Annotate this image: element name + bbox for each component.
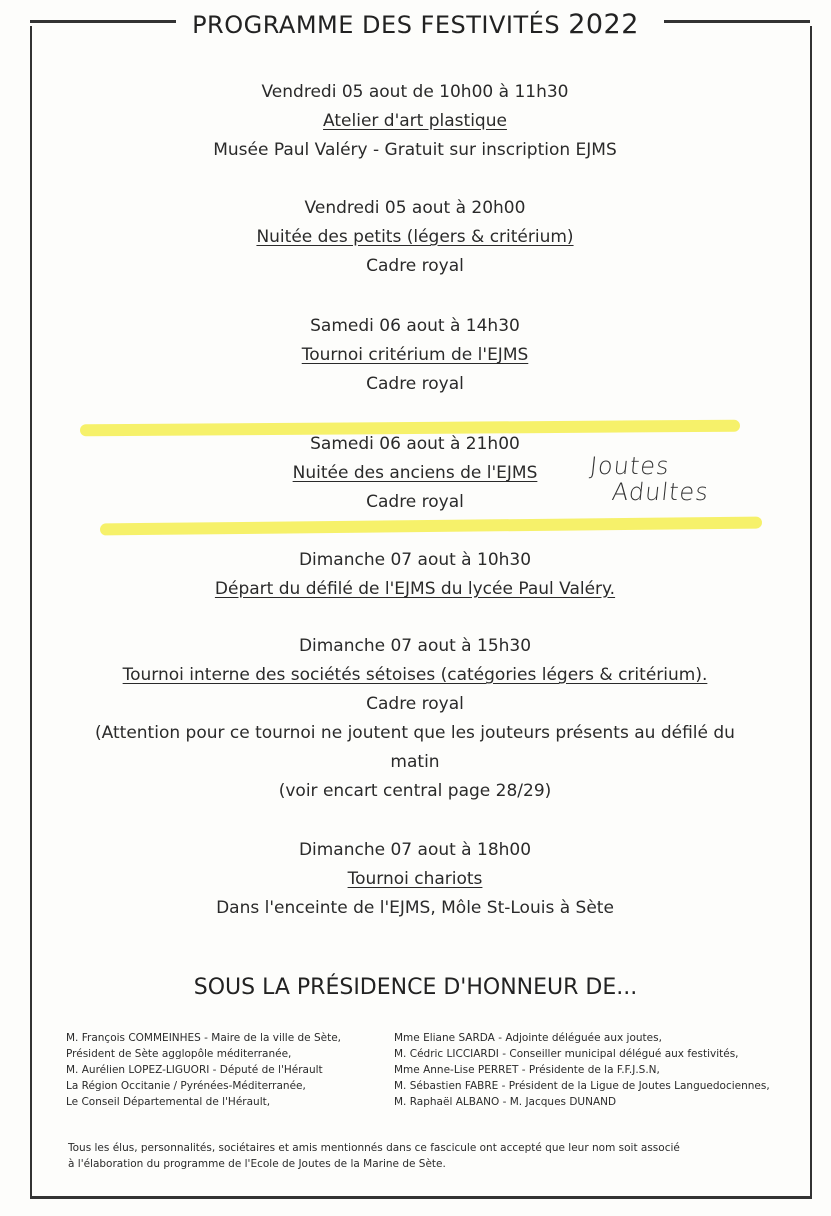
honneur-line: Mme Eliane SARDA - Adjointe déléguée aux joutes, [394, 1032, 662, 1044]
event-date: Dimanche 07 aout à 18h00 [298, 840, 532, 860]
event-detail-note: (Attention pour ce tournoi ne joutent que les jouteurs présents au défilé du [95, 723, 735, 743]
event-name: Nuitée des anciens de l'EJMS [292, 463, 538, 483]
event-date: Samedi 06 aout à 14h30 [310, 316, 520, 336]
page-title [0, 9, 831, 40]
honneur-line: M. Cédric LICCIARDI - Conseiller municipal délégué aux festivités, [394, 1048, 739, 1060]
honneur-left-column [66, 1030, 386, 1110]
event-date: Samedi 06 aout à 21h00 [310, 434, 520, 454]
event-detail: Cadre royal [366, 492, 464, 512]
event-date: Vendredi 05 aout de 10h00 à 11h30 [261, 82, 569, 102]
event-name: Tournoi critérium de l'EJMS [301, 345, 529, 365]
event-nuitee-petits [40, 194, 790, 281]
honneur-line: M. Raphaël ALBANO - M. Jacques DUNAND [394, 1096, 617, 1108]
title-text: PROGRAMME DES FESTIVITÉS [192, 11, 561, 39]
honneur-line: M. Aurélien LOPEZ-LIGUORI - Député de l'Hérault [66, 1064, 323, 1076]
honneur-line: La Région Occitanie / Pyrénées-Méditerranée, [66, 1080, 306, 1092]
event-date: Vendredi 05 aout à 20h00 [304, 198, 526, 218]
honneur-line: Mme Anne-Lise PERRET - Présidente de la F.F.J.S.N, [394, 1064, 660, 1076]
event-name: Départ du défilé de l'EJMS du lycée Paul Valéry. [214, 579, 616, 599]
honneur-right-column [394, 1030, 809, 1110]
honneur-line: M. François COMMEINHES - Maire de la ville de Sète, [66, 1032, 342, 1044]
event-atelier [40, 78, 790, 165]
event-tournoi-chariots [40, 836, 790, 923]
event-detail: Cadre royal [366, 256, 464, 276]
event-defile [40, 546, 790, 604]
event-detail: Cadre royal [366, 374, 464, 394]
event-date: Dimanche 07 aout à 15h30 [298, 636, 532, 656]
event-detail-note: (voir encart central page 28/29) [278, 781, 552, 801]
handwritten-note-adultes: Adultes [610, 478, 711, 506]
event-name: Tournoi chariots [347, 869, 483, 889]
event-name: Nuitée des petits (légers & critérium) [256, 227, 574, 247]
honneur-heading: SOUS LA PRÉSIDENCE D'HONNEUR DE... [193, 975, 638, 1000]
event-detail: Musée Paul Valéry - Gratuit sur inscription EJMS [213, 140, 617, 160]
honneur-line: Président de Sète agglopôle méditerranée, [66, 1048, 292, 1060]
handwritten-note-joutes: Joutes [588, 452, 672, 480]
event-detail: Dans l'enceinte de l'EJMS, Môle St-Louis à Sète [216, 898, 614, 918]
event-date: Dimanche 07 aout à 10h30 [298, 550, 532, 570]
event-detail: Cadre royal [366, 694, 464, 714]
event-name: Tournoi interne des sociétés sétoises (catégories légers & critérium). [122, 665, 708, 685]
footer-note [68, 1140, 768, 1172]
event-detail-note: matin [390, 752, 440, 772]
event-tournoi-interne [40, 632, 790, 806]
event-tournoi-criterium [40, 312, 790, 399]
footer-line: Tous les élus, personnalités, sociétaires et amis mentionnés dans ce fascicule ont accepté que leur nom soit associé [68, 1142, 680, 1154]
footer-line: à l'élaboration du programme de l'Ecole de Joutes de la Marine de Sète. [68, 1158, 446, 1170]
title-year: 2022 [568, 9, 639, 40]
honneur-line: M. Sébastien FABRE - Président de la Ligue de Joutes Languedociennes, [394, 1080, 770, 1092]
event-name: Atelier d'art plastique [323, 111, 507, 131]
honneur-line: Le Conseil Départemental de l'Hérault, [66, 1096, 271, 1108]
